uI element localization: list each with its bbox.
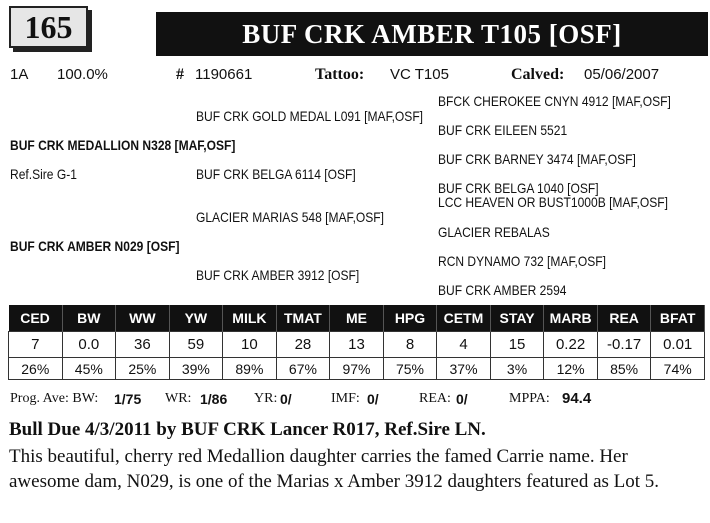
pedigree-dam-dam-dam: BUF CRK AMBER 2594 [438,282,567,298]
epd-value: 10 [223,332,277,358]
pedigree-dam-sire-dam: GLACIER REBALAS [438,224,550,240]
epd-header: TMAT [276,305,330,332]
epd-value: 13 [330,332,384,358]
pedigree-sire: BUF CRK MEDALLION N328 [MAF,OSF] [10,137,236,153]
epd-percentile: 75% [383,358,437,380]
epd-value: 59 [169,332,223,358]
pedigree-dam-sire: GLACIER MARIAS 548 [MAF,OSF] [196,209,385,225]
pedigree-sire-sire-dam: BUF CRK EILEEN 5521 [438,122,568,138]
lot-number: 165 [9,6,88,48]
epd-percentile: 25% [116,358,170,380]
epd-value: 0.22 [544,332,598,358]
tattoo-value: VC T105 [390,66,449,83]
epd-header: MARB [544,305,598,332]
epd-value: 0.0 [62,332,116,358]
animal-name-title: BUF CRK AMBER T105 [OSF] [156,12,708,56]
epd-value: 0.01 [651,332,705,358]
epd-value: 7 [9,332,63,358]
epd-percentile-row [9,358,705,380]
progeny-wr-value: 1/86 [200,391,228,407]
epd-header: BW [62,305,116,332]
epd-value: 4 [437,332,491,358]
epd-header: REA [597,305,651,332]
epd-header: ME [330,305,384,332]
pedigree-sire-dam: BUF CRK BELGA 6114 [OSF] [196,166,356,182]
epd-header: BFAT [651,305,705,332]
pedigree-dam-dam: BUF CRK AMBER 3912 [OSF] [196,267,360,283]
calved-date: 05/06/2007 [584,66,660,83]
calved-label: Calved: [511,66,565,83]
pedigree-sire-sire-sire: BFCK CHEROKEE CNYN 4912 [MAF,OSF] [438,93,671,109]
progeny-wr-label: WR: [165,391,192,406]
epd-value: 28 [276,332,330,358]
epd-header: CETM [437,305,491,332]
epd-header: WW [116,305,170,332]
epd-table [8,305,705,380]
pedigree-sire-dam-dam: BUF CRK BELGA 1040 [OSF] [438,180,599,196]
epd-percentile: 97% [330,358,384,380]
epd-value: -0.17 [597,332,651,358]
epd-values-row [9,332,705,358]
registration-label: # [176,66,184,83]
epd-header: CED [9,305,63,332]
epd-header: STAY [490,305,544,332]
epd-percentile: 67% [276,358,330,380]
progeny-rea-label: REA: [419,391,451,406]
progeny-bw-value: 1/75 [114,391,142,407]
percent-value: 100.0% [57,66,108,83]
progeny-yr-label: YR: [254,391,278,406]
pedigree-dam: BUF CRK AMBER N029 [OSF] [10,238,180,254]
ref-sire: Ref.Sire G-1 [10,166,77,182]
pedigree-sire-sire: BUF CRK GOLD MEDAL L091 [MAF,OSF] [196,108,424,124]
progeny-yr-value: 0/ [280,391,292,407]
tattoo-label: Tattoo: [315,66,365,83]
progeny-imf-label: IMF: [331,391,360,406]
epd-header: HPG [383,305,437,332]
progeny-imf-value: 0/ [367,391,379,407]
epd-percentile: 85% [597,358,651,380]
progeny-bw-label: Prog. Ave: BW: [10,391,99,406]
pedigree-sire-dam-sire: BUF CRK BARNEY 3474 [MAF,OSF] [438,151,636,167]
epd-percentile: 3% [490,358,544,380]
epd-percentile: 89% [223,358,277,380]
epd-percentile: 39% [169,358,223,380]
pedigree-dam-dam-sire: RCN DYNAMO 732 [MAF,OSF] [438,253,606,269]
pedigree-dam-sire-sire: LCC HEAVEN OR BUST1000B [MAF,OSF] [438,194,668,210]
epd-percentile: 37% [437,358,491,380]
epd-percentile: 26% [9,358,63,380]
registration-number: 1190661 [195,66,253,83]
class-label: 1A [10,66,29,83]
epd-value: 36 [116,332,170,358]
epd-header: MILK [223,305,277,332]
epd-header-row [9,305,705,332]
epd-header: YW [169,305,223,332]
bull-due-heading: Bull Due 4/3/2011 by BUF CRK Lancer R017, Ref.Sire LN. [9,419,486,440]
epd-percentile: 12% [544,358,598,380]
epd-percentile: 45% [62,358,116,380]
progeny-mppa-value: 94.4 [562,390,592,407]
epd-percentile: 74% [651,358,705,380]
epd-value: 15 [490,332,544,358]
progeny-rea-value: 0/ [456,391,468,407]
progeny-mppa-label: MPPA: [509,391,550,406]
lot-description: This beautiful, cherry red Medallion daughter carries the famed Carrie name. Her awesome dam, N029, is one of the Marias x Amber 3912 daughters featured as Lot 5. [9,446,660,492]
epd-value: 8 [383,332,437,358]
